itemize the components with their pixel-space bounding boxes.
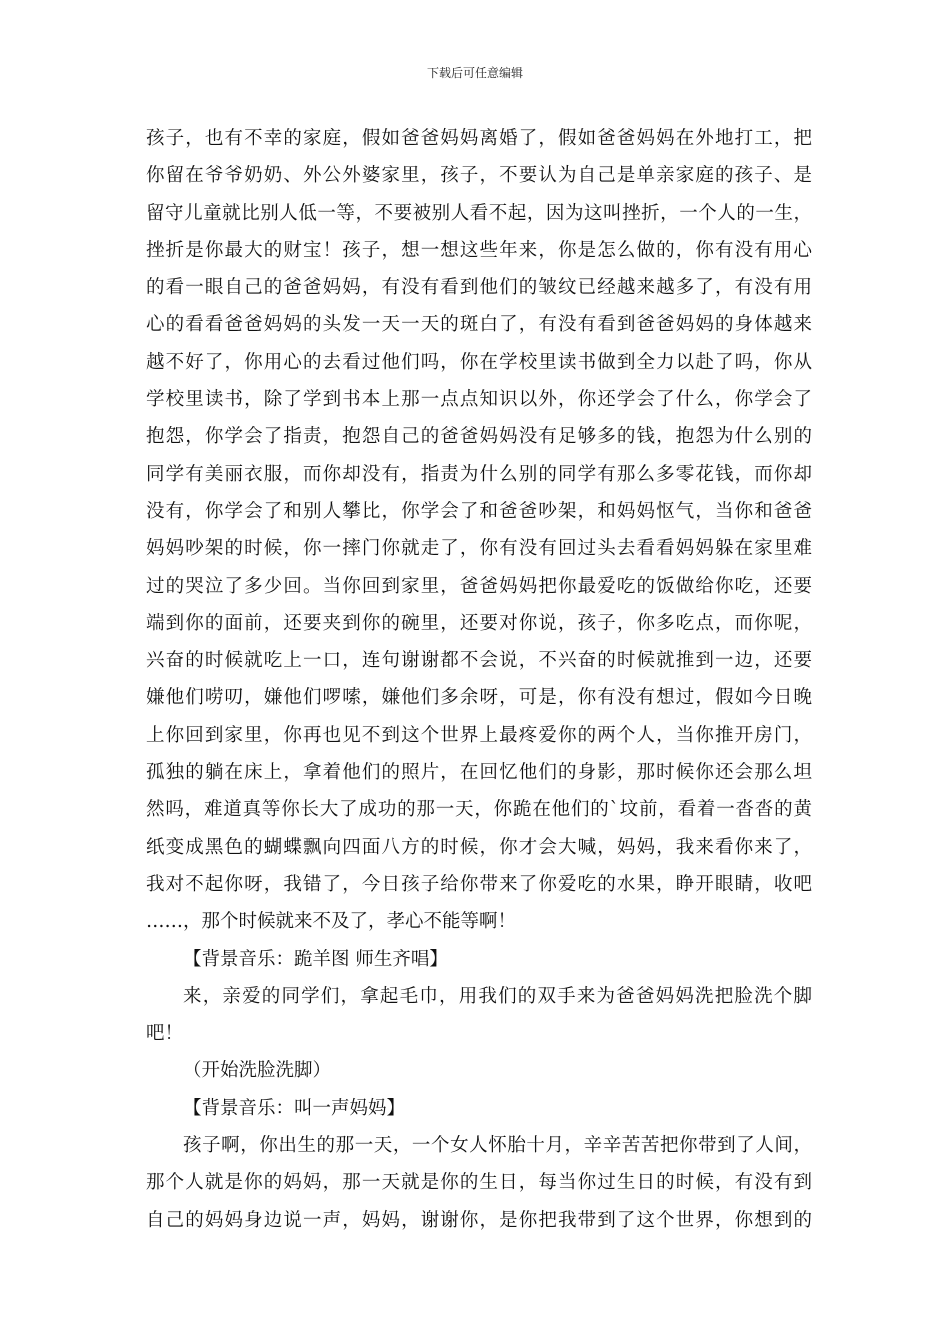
text-line: 纸变成黑色的蝴蝶飘向四面八方的时候，你才会大喊，妈妈，我来看你来了， [146,836,812,858]
background-music-note: 【背景音乐：跪羊图 师生齐唱】 [183,948,448,970]
text-line: 端到你的面前，还要夹到你的碗里，还要对你说，孩子，你多吃点，而你呢， [146,612,812,634]
text-line: 抱怨，你学会了指责，抱怨自己的爸爸妈妈没有足够多的钱，抱怨为什么别的 [146,426,812,448]
background-music-note: 【背景音乐：叫一声妈妈】 [183,1097,406,1119]
text-line: 吧！ [146,1023,184,1045]
text-line: 过的哭泣了多少回。当你回到家里，爸爸妈妈把你最爱吃的饭做给你吃，还要 [146,575,812,597]
text-line: 上你回到家里，你再也见不到这个世界上最疼爱你的两个人，当你推开房门， [146,724,812,746]
text-line: 你留在爷爷奶奶、外公外婆家里，孩子，不要认为自己是单亲家庭的孩子、是 [146,165,812,187]
text-line: 留守儿童就比别人低一等，不要被别人看不起，因为这叫挫折，一个人的一生， [146,202,812,224]
text-line: 来，亲爱的同学们，拿起毛巾，用我们的双手来为爸爸妈妈洗把脸洗个脚 [183,985,812,1007]
text-line: 孩子啊，你出生的那一天，一个女人怀胎十月，辛辛苦苦把你带到了人间， [183,1135,812,1157]
text-line: 挫折是你最大的财宝！孩子，想一想这些年来，你是怎么做的，你有没有用心 [146,239,812,261]
text-line: ……，那个时候就来不及了，孝心不能等啊！ [146,911,517,933]
text-line: 没有，你学会了和别人攀比，你学会了和爸爸吵架，和妈妈怄气，当你和爸爸 [146,500,812,522]
text-line: 那个人就是你的妈妈，那一天就是你的生日，每当你过生日的时候，有没有到 [146,1172,812,1194]
text-line: 学校里读书，除了学到书本上那一点点知识以外，你还学会了什么，你学会了 [146,389,812,411]
document-body [146,120,812,1239]
text-line: 孤独的躺在床上，拿着他们的照片，在回忆他们的身影，那时候你还会那么坦 [146,762,812,784]
text-line: 我对不起你呀，我错了，今日孩子给你带来了你爱吃的水果，睁开眼睛，收吧 [146,873,812,895]
text-line: 心的看看爸爸妈妈的头发一天一天的斑白了，有没有看到爸爸妈妈的身体越来 [146,314,812,336]
text-line: 同学有美丽衣服，而你却没有，指责为什么别的同学有那么多零花钱，而你却 [146,463,812,485]
text-line: 然吗，难道真等你长大了成功的那一天，你跪在他们的`坟前，看着一沓沓的黄 [146,799,812,821]
text-line: 嫌他们唠叨，嫌他们啰嗦，嫌他们多余呀，可是，你有没有想过，假如今日晚 [146,687,812,709]
text-line: 的看一眼自己的爸爸妈妈，有没有看到他们的皱纹已经越来越多了，有没有用 [146,277,812,299]
text-line: 越不好了，你用心的去看过他们吗，你在学校里读书做到全力以赴了吗，你从 [146,351,812,373]
text-line: 兴奋的时候就吃上一口，连句谢谢都不会说，不兴奋的时候就推到一边，还要 [146,650,812,672]
text-line: 孩子，也有不幸的家庭，假如爸爸妈妈离婚了，假如爸爸妈妈在外地打工，把 [146,128,812,149]
page-header: 下载后可任意编辑 [426,66,523,80]
text-line: 妈妈吵架的时候，你一摔门你就走了，你有没有回过头去看看妈妈躲在家里难 [146,538,812,560]
stage-direction: （开始洗脸洗脚） [183,1060,332,1082]
text-line: 自己的妈妈身边说一声，妈妈，谢谢你，是你把我带到了这个世界，你想到的 [146,1209,812,1231]
